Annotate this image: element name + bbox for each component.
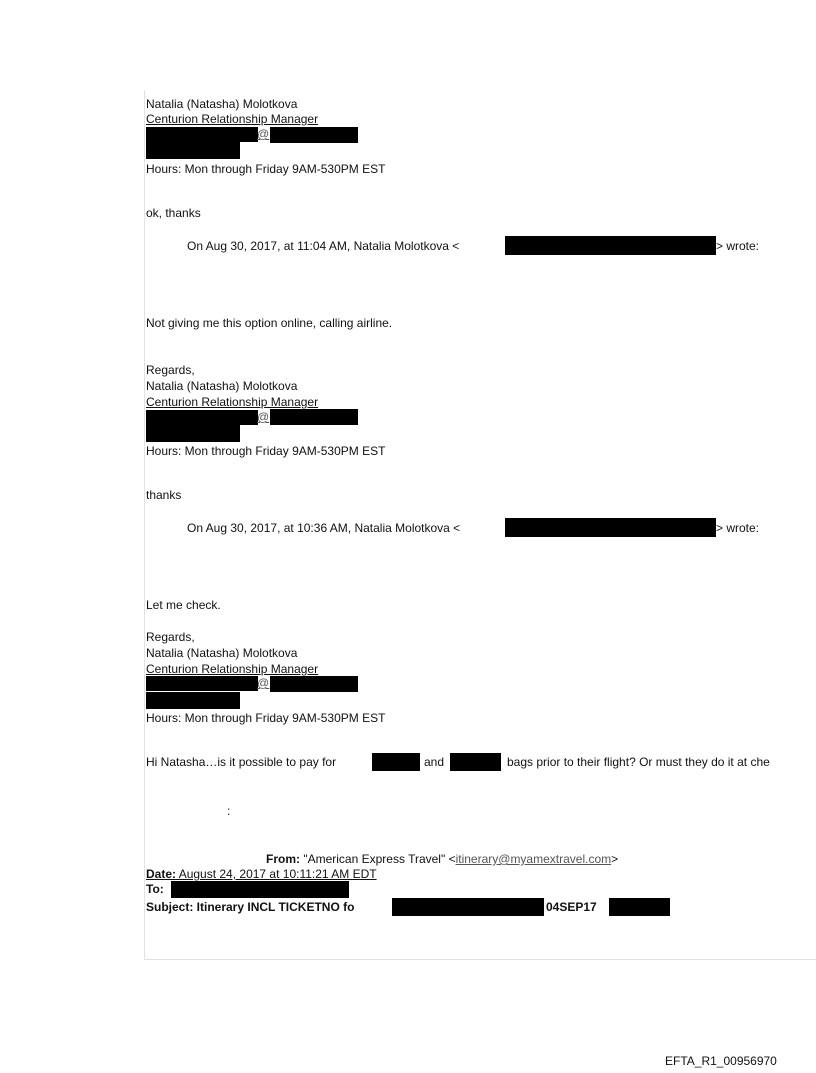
redaction-box bbox=[372, 753, 420, 771]
question-text-part2: and bbox=[424, 755, 445, 769]
date-line bbox=[146, 868, 377, 881]
from-email-link[interactable]: itinerary@myamextravel.com bbox=[455, 852, 612, 866]
date-value: August 24, 2017 at 10:11:21 AM EDT bbox=[176, 867, 377, 881]
signature-name: Natalia (Natasha) Molotkova bbox=[146, 379, 298, 393]
reply-text: thanks bbox=[146, 488, 182, 502]
signature-name: Natalia (Natasha) Molotkova bbox=[146, 97, 298, 111]
redaction-box bbox=[146, 410, 258, 425]
redaction-box bbox=[609, 898, 670, 916]
quote-header bbox=[187, 240, 459, 253]
from-close: > bbox=[611, 852, 619, 866]
signature-hours: Hours: Mon through Friday 9AM-530PM EST bbox=[146, 444, 386, 458]
redaction-box bbox=[270, 676, 358, 692]
redaction-box bbox=[505, 518, 716, 537]
colon-text: : bbox=[227, 804, 231, 818]
quote-border-left bbox=[144, 90, 145, 960]
document-id: EFTA_R1_00956970 bbox=[665, 1054, 777, 1068]
from-line bbox=[266, 853, 618, 866]
signature-name: Natalia (Natasha) Molotkova bbox=[146, 646, 298, 660]
from-value: "American Express Travel" < bbox=[300, 852, 456, 866]
redaction-box bbox=[146, 127, 258, 142]
redaction-box bbox=[450, 753, 501, 771]
reply-text: ok, thanks bbox=[146, 206, 201, 220]
signature-title: Centurion Relationship Manager bbox=[146, 662, 319, 676]
question-text-part3: bags prior to their flight? Or must they do it at che bbox=[507, 755, 770, 769]
quote-header-suffix: > wrote: bbox=[716, 239, 760, 253]
signature-hours: Hours: Mon through Friday 9AM-530PM EST bbox=[146, 162, 386, 176]
message-text: Not giving me this option online, calling airline. bbox=[146, 316, 393, 330]
redaction-box bbox=[146, 676, 258, 691]
redaction-box bbox=[270, 127, 358, 143]
quote-header-suffix: > wrote: bbox=[716, 521, 760, 535]
quote-header-prefix: On Aug 30, 2017, at 11:04 AM, Natalia Molotkova < bbox=[187, 239, 460, 253]
quote-header-prefix: On Aug 30, 2017, at 10:36 AM, Natalia Molotkova < bbox=[187, 521, 461, 535]
signature-email-at: @ bbox=[257, 676, 270, 690]
from-label: From: bbox=[266, 852, 300, 866]
redaction-box bbox=[171, 881, 349, 898]
redaction-box bbox=[146, 142, 240, 159]
redaction-box bbox=[505, 236, 716, 255]
signature-hours: Hours: Mon through Friday 9AM-530PM EST bbox=[146, 711, 386, 725]
signature-email-at: @ bbox=[257, 127, 270, 141]
redaction-box bbox=[146, 692, 240, 709]
redaction-box bbox=[270, 409, 358, 425]
question-text-part1: Hi Natasha…is it possible to pay for bbox=[146, 755, 337, 769]
subject-prefix: Subject: Itinerary INCL TICKETNO fo bbox=[146, 900, 355, 914]
signature-title: Centurion Relationship Manager bbox=[146, 395, 319, 409]
quote-header bbox=[187, 522, 460, 535]
signature-email-at: @ bbox=[257, 410, 270, 424]
message-text: Let me check. bbox=[146, 598, 221, 612]
signature-title: Centurion Relationship Manager bbox=[146, 112, 319, 126]
date-label: Date: bbox=[146, 867, 177, 881]
redaction-box bbox=[392, 898, 544, 916]
signature-regards: Regards, bbox=[146, 363, 195, 377]
subject-suffix: 04SEP17 bbox=[546, 900, 597, 914]
to-label: To: bbox=[146, 882, 164, 896]
signature-regards: Regards, bbox=[146, 630, 195, 644]
quote-border-bottom bbox=[144, 959, 816, 960]
redaction-box bbox=[146, 425, 240, 442]
